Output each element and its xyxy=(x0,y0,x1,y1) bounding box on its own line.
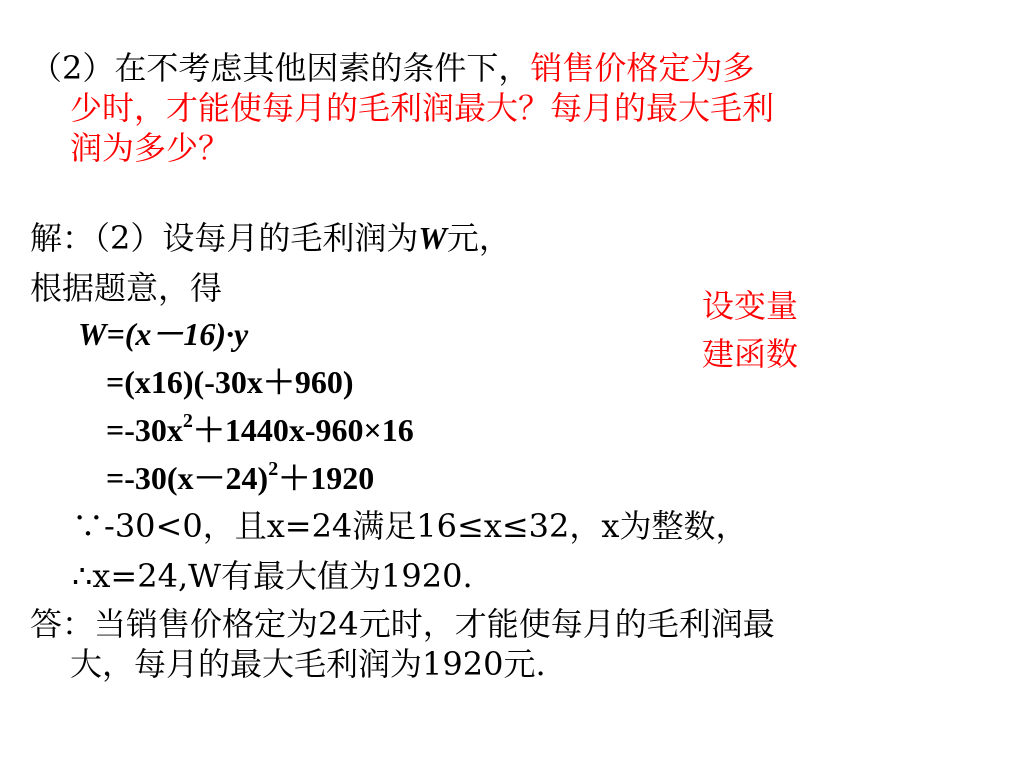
equation-1: W=(x－16)·y xyxy=(78,316,249,352)
equation-4-part-a: =-30(x－24) xyxy=(106,460,269,496)
question-line-3: 润为多少？ xyxy=(70,129,231,167)
equation-4-exponent: 2 xyxy=(268,458,279,480)
answer-line-2: 大，每月的最大毛利润为1920元. xyxy=(70,645,546,683)
equation-2: =(x16)(-30x＋960) xyxy=(106,364,354,400)
solution-premise: 根据题意，得 xyxy=(30,269,223,307)
answer-line-1: 答：当销售价格定为24元时，才能使每月的毛利润最 xyxy=(30,605,775,643)
equation-3 xyxy=(106,410,414,450)
therefore-statement: ∴x=24,W有最大值为1920. xyxy=(72,557,473,595)
solution-intro-text: 解：（2）设每月的毛利润为 xyxy=(30,219,419,257)
question-text-red: 销售价格定为多 xyxy=(530,49,755,87)
question-line-1 xyxy=(30,48,754,88)
question-text-black: （2）在不考虑其他因素的条件下， xyxy=(30,49,531,87)
variable-w: W xyxy=(418,220,447,256)
equation-3-exponent: 2 xyxy=(182,410,193,432)
equation-3-part-a: =-30x xyxy=(106,412,183,448)
annotation-line-1: 设变量 xyxy=(702,287,799,325)
question-line-2: 少时，才能使每月的毛利润最大？每月的最大毛利 xyxy=(70,89,775,127)
equation-4-part-b: ＋1920 xyxy=(278,460,375,496)
because-statement: ∵-30<0，且x=24满足16≤x≤32，x为整数， xyxy=(72,507,748,545)
equation-4 xyxy=(106,458,374,498)
solution-intro xyxy=(30,218,511,258)
annotation-line-2: 建函数 xyxy=(702,335,799,373)
solution-intro-end: 元， xyxy=(446,219,511,257)
equation-3-part-b: ＋1440x-960×16 xyxy=(192,412,414,448)
